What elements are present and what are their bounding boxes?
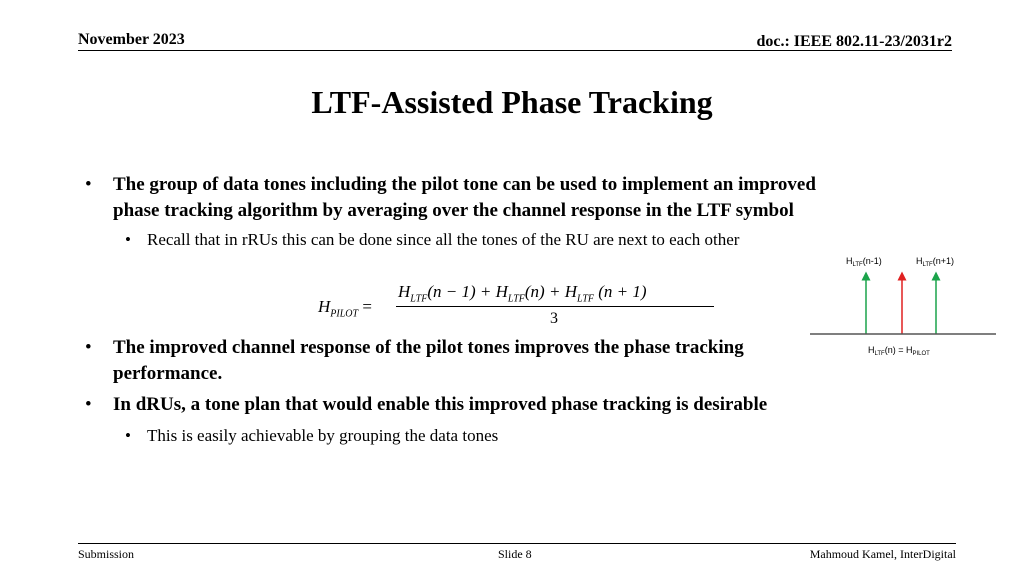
bullet-dot: • [85, 337, 92, 358]
bullet-3-sub [125, 425, 499, 447]
footer-divider [78, 543, 956, 544]
bullet-2 [85, 335, 744, 387]
header-divider [78, 50, 952, 51]
formula-numerator: $H_{LTF}(n - 1) + H_{LTF}(n) + H_{LTF}$ (n + 1) [398, 282, 647, 305]
formula-denominator: 3 [550, 310, 558, 327]
slide-title: LTF-Assisted Phase Tracking [311, 84, 713, 120]
footer-submission: Submission [78, 547, 135, 561]
pilot-tone-diagram [808, 250, 1003, 362]
label-hltf-n-plus-1: $H_{LTF}(n+1)$ [916, 256, 954, 268]
bullet-3-sub-text: This is easily achievable by grouping the data tones [147, 426, 499, 445]
bullet-3-line1: In dRUs, a tone plan that would enable this improved phase tracking is desirable [113, 394, 768, 415]
pilot-averaging-formula [318, 280, 718, 330]
bullet-1-sub-text: Recall that in rRUs this can be done since all the tones of the RU are next to each other [147, 230, 740, 249]
bullet-1-line1: The group of data tones including the pilot tone can be used to implement an improved [113, 174, 816, 195]
bullet-dot: • [125, 426, 131, 445]
bullet-dot: • [125, 230, 131, 249]
bullet-2-line1: The improved channel response of the pilot tones improves the phase tracking [113, 337, 744, 358]
formula-lhs: $H_{PILOT}$ = [318, 297, 372, 320]
bullet-1-sub [125, 229, 740, 251]
bullet-1 [85, 172, 816, 224]
header-doc-id: doc.: IEEE 802.11-23/2031r2 [756, 33, 952, 50]
formula-fraction-bar [396, 306, 714, 307]
label-hltf-n-minus-1: $H_{LTF}(n-1)$ [846, 256, 882, 268]
pilot-tone-svg [808, 250, 1003, 362]
bullet-dot: • [85, 174, 92, 195]
bullet-3 [85, 392, 768, 418]
header-date: November 2023 [78, 31, 185, 48]
bullet-2-line2: performance. [113, 363, 223, 384]
label-hltf-n-equals-hpilot: $H_{LTF}(n) = H_{PILOT}$ [868, 345, 930, 357]
bullet-dot: • [85, 394, 92, 415]
footer-slide-number: Slide 8 [498, 547, 532, 561]
bullet-1-line2: phase tracking algorithm by averaging over the channel response in the LTF symbol [113, 200, 794, 221]
footer-author: Mahmoud Kamel, InterDigital [809, 547, 956, 561]
